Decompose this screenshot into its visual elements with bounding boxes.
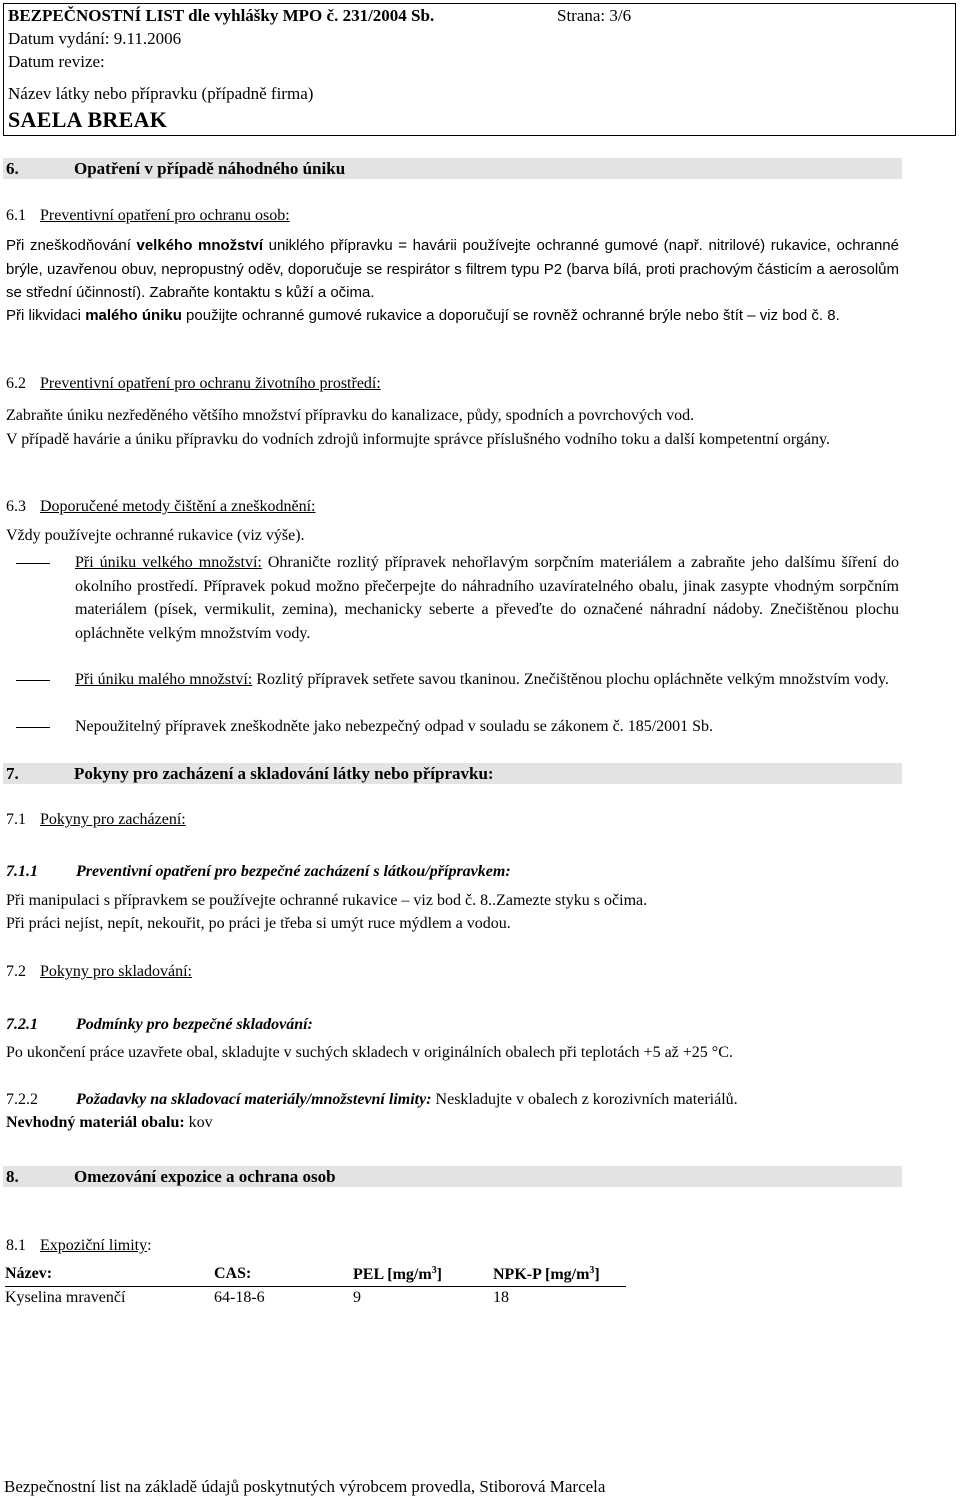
subsection-8-1-heading [6, 1237, 152, 1255]
column-header-pel [353, 1265, 442, 1284]
subsection-text: Neskladujte v obalech z korozivních materiálů. [431, 1091, 738, 1108]
header-text: PEL [mg/m [353, 1266, 432, 1283]
subsection-title: Doporučené metody čištění a zneškodnění: [40, 498, 316, 515]
subsection-colon: : [147, 1237, 152, 1254]
text: použijte ochranné gumové rukavice a doporučují se rovněž ochranné brýle nebo štít – viz bod č. 8. [181, 307, 840, 324]
subsection-number: 7.2.2 [6, 1091, 38, 1108]
product-name-label: Název látky nebo přípravku (případně firma) [8, 84, 314, 103]
subsection-number: 7.1.1 [6, 863, 38, 880]
subsection-6-1-heading [6, 207, 290, 225]
bullet-disposal: Nepoužitelný přípravek zneškodněte jako nebezpečný odpad v souladu se zákonem č. 185/2001 Sb. [75, 718, 714, 735]
subsection-7-1-1-heading [6, 863, 511, 881]
header-underline [5, 1286, 626, 1287]
bullet-text: Ohraničte rozlitý přípravek nehořlavým sorpčním materiálem a zabraňte jeho dalšímu šíření do okolního prostředí. Přípravek pokud možno přečerpejte do náhradního uzavíratelného obalu, jinak zasypte vhodným sorpčním materiálem (písek, vermikulit, zemina), mechanicky seberte a převeďte do označené náhradní nádoby. Znečištěnou plochu opláchněte velkým množstvím vody. [75, 554, 899, 642]
bullet-label: Při úniku malého množství: [75, 671, 253, 688]
column-header-name: Název: [5, 1265, 53, 1282]
paragraph-env-1: Zabraňte úniku nezředěného většího množství přípravku do kanalizace, půdy, spodních a povrchových vod. [6, 407, 695, 424]
unsuitable-value: kov [184, 1114, 213, 1131]
subsection-6-3-heading [6, 498, 315, 516]
subsection-number: 7.1 [6, 811, 26, 828]
cell-npk: 18 [493, 1289, 509, 1306]
issue-date: Datum vydání: 9.11.2006 [8, 29, 182, 48]
section-6-heading [6, 159, 345, 179]
cell-name: Kyselina mravenčí [5, 1289, 126, 1306]
text: Při likvidaci [6, 307, 86, 324]
emphasis: velkého množství [136, 237, 263, 254]
subsection-number: 6.1 [6, 207, 26, 224]
subsection-6-2-heading [6, 375, 381, 393]
section-title: Pokyny pro zacházení a skladování látky nebo přípravku: [74, 764, 494, 783]
product-name: SAELA BREAK [8, 107, 168, 132]
column-header-npk [493, 1265, 600, 1284]
subsection-number: 7.2 [6, 963, 26, 980]
subsection-title: Preventivní opatření pro ochranu osob: [40, 207, 290, 224]
emphasis: malého úniku [85, 307, 182, 324]
header-text: ] [436, 1266, 442, 1283]
revision-date: Datum revize: [8, 52, 105, 71]
section-number: 8. [6, 1167, 19, 1186]
subsection-title: Pokyny pro skladování: [40, 963, 192, 980]
subsection-number: 7.2.1 [6, 1016, 38, 1033]
superscript: 3 [431, 1265, 437, 1276]
paragraph-handling-1: Při manipulaci s přípravkem se používejte ochranné rukavice – viz bod č. 8..Zamezte styku s očima. [6, 892, 648, 909]
bullet-small-spill [75, 668, 899, 692]
bullet-large-spill [75, 551, 899, 645]
subsection-title: Expoziční limity [40, 1237, 148, 1254]
section-8-heading [6, 1167, 336, 1187]
cell-pel: 9 [353, 1289, 361, 1306]
subsection-number: 6.2 [6, 375, 26, 392]
section-number: 7. [6, 764, 19, 783]
paragraph-handling-2: Při práci nejíst, nepít, nekouřit, po práci je třeba si umýt ruce mýdlem a vodou. [6, 915, 511, 932]
subsection-number: 8.1 [6, 1237, 26, 1254]
paragraph-gloves: Vždy používejte ochranné rukavice (viz výše). [6, 527, 305, 544]
section-title: Omezování expozice a ochrana osob [74, 1167, 336, 1186]
footer-text: Bezpečnostní list na základě údajů poskytnutých výrobcem provedla, Stiborová Marcela [4, 1477, 606, 1496]
subsection-7-1-heading [6, 811, 186, 829]
subsection-title: Preventivní opatření pro ochranu životního prostředí: [40, 375, 381, 392]
paragraph-env-2: V případě havárie a úniku přípravku do vodních zdrojů informujte správce příslušného vodního toku a další kompetentní orgány. [6, 431, 830, 448]
subsection-title: Podmínky pro bezpečné skladování: [76, 1016, 313, 1033]
text: uniklého přípravku = havárii používejte ochranné gumové (např. nitrilové) rukavice, ochranné brýle, uzavřenou obuv, nepropustný oděv, doporučuje se respirátor s filtrem typu P2 (barva bílá, proti prachovým částicím a aerosolům se střední účinností). Zabraňte kontaktu s kůží a očima. [6, 237, 899, 301]
bullet-dash [16, 563, 50, 564]
paragraph-storage: Po ukončení práce uzavřete obal, skladujte v suchých skladech v originálních obalech při teplotách +5 až +25 °C. [6, 1044, 733, 1061]
unsuitable-label: Nevhodný materiál obalu: [6, 1114, 185, 1131]
bullet-dash [16, 727, 50, 728]
bullet-dash [16, 680, 50, 681]
column-header-cas: CAS: [214, 1265, 252, 1282]
unsuitable-material [6, 1114, 213, 1132]
section-title: Opatření v případě náhodného úniku [74, 159, 346, 178]
subsection-number: 6.3 [6, 498, 26, 515]
superscript: 3 [589, 1265, 595, 1276]
subsection-title: Pokyny pro zacházení: [40, 811, 186, 828]
page-number: Strana: 3/6 [557, 6, 632, 25]
paragraph-large-spill [6, 234, 899, 305]
subsection-title: Preventivní opatření pro bezpečné zacházení s látkou/přípravkem: [76, 863, 511, 880]
section-number: 6. [6, 159, 19, 178]
subsection-7-2-heading [6, 963, 192, 981]
cell-cas: 64-18-6 [214, 1289, 265, 1306]
subsection-7-2-2-heading [6, 1091, 738, 1109]
header-text: NPK-P [mg/m [493, 1266, 590, 1283]
subsection-title: Požadavky na skladovací materiály/množstevní limity: [76, 1091, 432, 1108]
bullet-label: Při úniku velkého množství: [75, 554, 262, 571]
text: Při zneškodňování [6, 237, 137, 254]
header-text: ] [594, 1266, 600, 1283]
paragraph-small-spill [6, 304, 899, 328]
section-7-heading [6, 764, 494, 784]
document-title: BEZPEČNOSTNÍ LIST dle vyhlášky MPO č. 231/2004 Sb. [8, 6, 435, 25]
bullet-text: Rozlitý přípravek setřete savou tkaninou. Znečištěnou plochu opláchněte velkým množstvím vody. [252, 671, 889, 688]
subsection-7-2-1-heading [6, 1016, 313, 1034]
